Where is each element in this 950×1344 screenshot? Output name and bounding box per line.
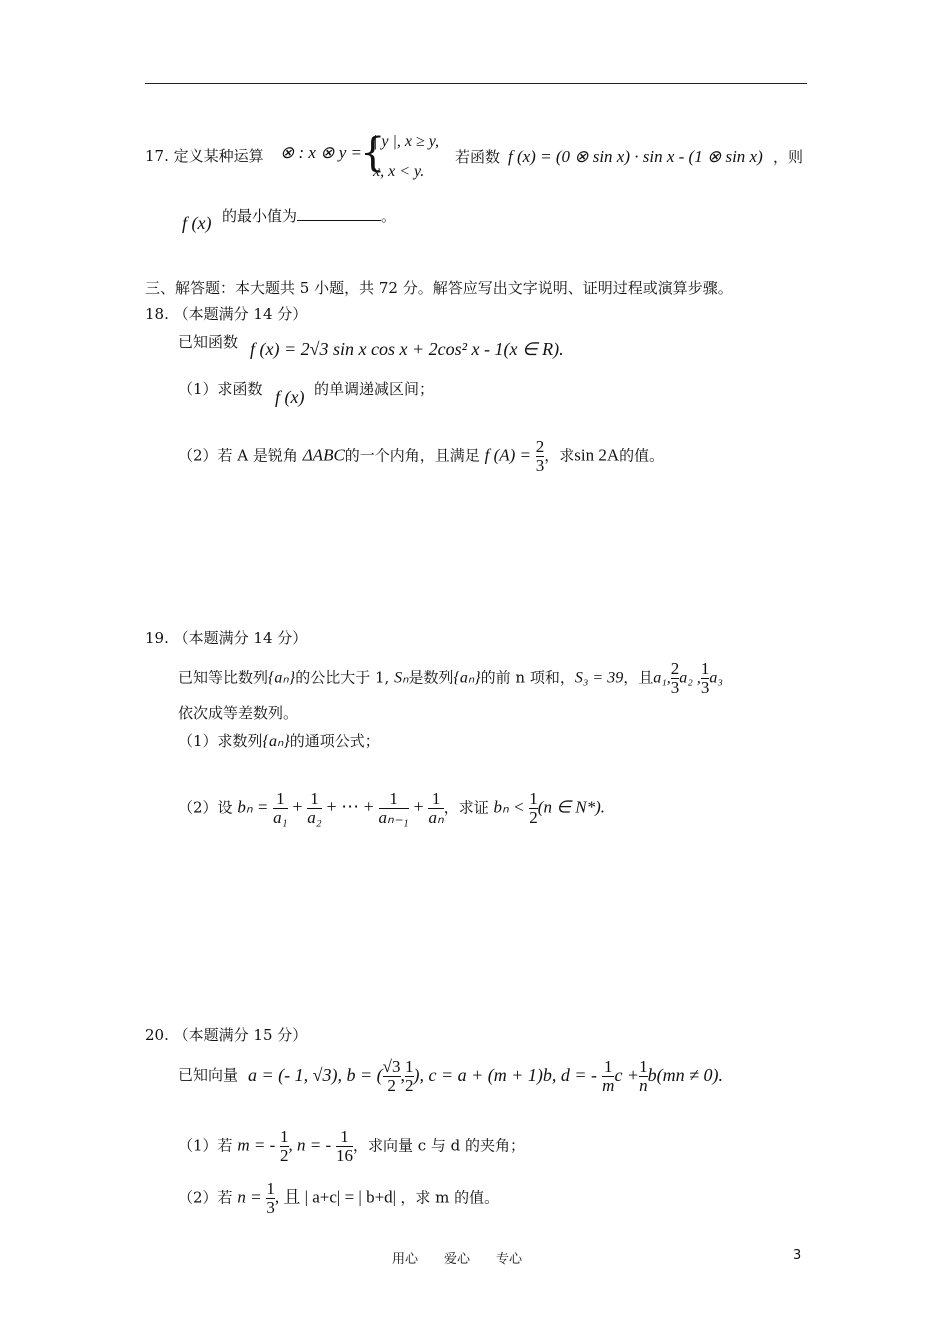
q19-line1-b: 的公比大于 1, [295, 668, 390, 687]
q18-p1-tail: 的单调递减区间； [314, 380, 435, 398]
q20-frac-half-den: 2 [405, 1076, 414, 1095]
q20-frac-1n-den: n [639, 1076, 648, 1095]
q17-tail-line [222, 205, 396, 226]
page-number: 3 [793, 1248, 802, 1263]
q19-sn: Sₙ [394, 669, 409, 687]
q18-p2-fraction [536, 438, 545, 475]
q19-an: {aₙ} [268, 669, 296, 687]
q19-s3: S₃ = 39 [574, 669, 624, 687]
q18-p2-mid: 的一个内角，且满足 [344, 446, 480, 465]
q17-fx: f (x) [182, 213, 212, 233]
q19-frac-a-num: 2 [670, 659, 680, 678]
q19-a1: a₁, [653, 669, 671, 687]
q19-term1-num: 1 [276, 789, 285, 808]
q19-term-n1-den: aₙ₋₁ [378, 808, 409, 827]
q17-line1 [145, 145, 264, 166]
q18-p2-text: （2）若 A 是锐角 [178, 446, 298, 465]
q20-p2-tail: ，求 m 的值。 [400, 1188, 500, 1207]
q20-p1-tail: ，求向量 c 与 d 的夹角； [352, 1136, 526, 1155]
q19-number: 19. [145, 629, 169, 647]
q20-frac-1m-num: 1 [604, 1057, 613, 1076]
q19-line1-d: 的前 n 项和， [480, 668, 575, 687]
q20-frac-sqrt3-2 [383, 1058, 401, 1095]
q18-number: 18. [145, 305, 169, 323]
q18-p2-end: 的值。 [619, 446, 665, 465]
section3-heading: 三、解答题：本大题共 5 小题，共 72 分。解答应写出文字说明、证明过程或演算步骤。 [145, 279, 733, 297]
q19-half-num: 1 [529, 789, 538, 808]
q17-case1: | y |, x ≥ y, [373, 133, 439, 150]
q20-c-plus: c + [614, 1065, 640, 1085]
q19-p1-label: （1）求数列 [178, 732, 263, 750]
q19-header [145, 627, 307, 648]
q19-line1-e: ，且 [623, 668, 654, 687]
q20-p1-half-den: 2 [280, 1146, 289, 1165]
q19-term1 [273, 790, 287, 827]
q19-line1-c: 是数列 [408, 668, 454, 687]
q20-p1-m: m = - [237, 1135, 276, 1155]
q20-p1-frac-16 [336, 1128, 353, 1165]
q19-term2 [307, 790, 321, 827]
q17-op-def: ⊗ : x ⊗ y = [280, 143, 362, 162]
q18-p2-numerator: 2 [535, 437, 545, 456]
q18-p2-ask: ，求 [544, 446, 575, 465]
q19-bn-eq: bₙ = [237, 797, 269, 817]
q20-p1-half-num: 1 [280, 1127, 289, 1146]
q19-frac-two-thirds [671, 660, 680, 697]
q17-end: 。 [381, 207, 397, 225]
q18-p2-denominator: 3 [535, 456, 545, 475]
header-rule [145, 83, 807, 84]
q17-intro: 定义某种运算 [173, 147, 264, 165]
q19-bn-lt: bₙ < [493, 797, 525, 817]
q20-part2 [178, 1180, 499, 1217]
q20-frac-sqrt3-num: √3 [382, 1057, 401, 1076]
q20-p1-frac-half [280, 1128, 289, 1165]
q20-frac-1n-num: 1 [639, 1057, 648, 1076]
q20-header [145, 1024, 307, 1045]
q19-term2-den: a₂ [307, 808, 322, 827]
q17-case2: x, x < y. [373, 163, 425, 180]
footer-motto: 用心 爱心 专心 [392, 1252, 523, 1267]
q19-frac-b-den: 3 [700, 678, 710, 697]
q19-points: （本题满分 14 分） [173, 629, 308, 647]
q19-p2-label: （2）设 [178, 798, 233, 817]
q17-number: 17. [145, 147, 169, 165]
q19-a2: a₂ , [679, 669, 701, 687]
q19-term-n1-num: 1 [389, 789, 398, 808]
q20-given: 已知向量 [178, 1066, 239, 1084]
q19-dots: + ⋯ + [326, 796, 374, 817]
q19-p1-an: {aₙ} [262, 733, 290, 750]
q20-points: （本题满分 15 分） [173, 1026, 308, 1044]
q19-half [529, 790, 538, 827]
q20-frac-half-num: 1 [405, 1057, 414, 1076]
q18-part2 [178, 438, 664, 475]
q20-vec-end: b(mn ≠ 0). [647, 1065, 723, 1085]
q20-frac-half [405, 1058, 414, 1095]
q19-term-n1 [379, 790, 409, 827]
q20-p2-third-den: 3 [266, 1198, 275, 1217]
q17-func: f (x) = (0 ⊗ sin x) · sin x - (1 ⊗ sin x) [508, 147, 763, 166]
q19-a3: a₃ [709, 669, 723, 687]
q19-term1-den: a₁ [273, 808, 288, 827]
q20-p1-n: , n = - [288, 1135, 332, 1155]
q19-p1-tail: 的通项公式； [289, 732, 380, 750]
q20-p1-16-den: 16 [335, 1146, 353, 1165]
q20-frac-1-n [639, 1058, 648, 1095]
q20-frac-1-m [602, 1058, 614, 1095]
q19-frac-a-den: 3 [670, 678, 680, 697]
q19-term-n-den: aₙ [428, 808, 444, 827]
q19-line1-a: 已知等比数列 [178, 668, 269, 687]
q18-p1-fx: f (x) [275, 387, 305, 407]
q18-p2-triangle: ΔABC [302, 445, 345, 465]
q19-part2 [178, 790, 605, 827]
q20-part1 [178, 1128, 525, 1165]
q20-vectors [248, 1058, 723, 1095]
q19-line1 [178, 660, 723, 697]
q18-p1-label: （1）求函数 [178, 380, 263, 398]
q17-brace: { [360, 130, 386, 176]
q19-half-den: 2 [529, 808, 538, 827]
q20-vec-a: a = (- 1, √3), b = ( [248, 1065, 383, 1085]
q20-comma: , [400, 1065, 405, 1085]
q20-p2-cond: , 且 | a+c| = | b+d| [274, 1187, 401, 1207]
q20-p1-16-num: 1 [340, 1127, 349, 1146]
q20-frac-1m-den: m [602, 1076, 615, 1095]
q18-header [145, 303, 307, 324]
q19-prove: ，求证 [443, 798, 489, 817]
q19-an-2: {aₙ} [453, 669, 481, 687]
q19-frac-b-num: 1 [700, 659, 710, 678]
q20-vec-c: ), c = a + (m + 1)b, d = - [413, 1065, 598, 1085]
q20-p2-n: n = [237, 1187, 262, 1207]
q19-part1 [178, 730, 380, 751]
q19-line2: 依次成等差数列。 [178, 704, 299, 722]
q17-then: ，则 [773, 148, 804, 166]
q17-mid: 若函数 [455, 148, 501, 166]
q19-term-n-num: 1 [431, 789, 441, 808]
q18-p2-sin: sin 2A [574, 445, 620, 465]
q20-number: 20. [145, 1026, 169, 1044]
q19-cond: (n ∈ N*). [537, 797, 606, 817]
q20-frac-sqrt3-den: 2 [383, 1076, 401, 1095]
q20-p2-label: （2）若 [178, 1188, 233, 1207]
q19-plus-1: + [292, 796, 303, 817]
q19-term-n [428, 790, 443, 827]
q18-points: （本题满分 14 分） [173, 305, 308, 323]
q18-p2-fA: f (A) = [484, 445, 531, 465]
q20-p2-frac-third [266, 1180, 275, 1217]
q18-given: 已知函数 [178, 333, 239, 351]
q20-p1-label: （1）若 [178, 1136, 233, 1155]
q17-answer-blank [297, 206, 381, 221]
q18-formula: f (x) = 2√3 sin x cos x + 2cos² x - 1(x ∈ R). [250, 339, 564, 359]
q19-plus-2: + [413, 796, 424, 817]
q20-p2-third-num: 1 [266, 1179, 275, 1198]
q19-term2-num: 1 [310, 789, 319, 808]
q17-tail: 的最小值为 [222, 207, 298, 225]
